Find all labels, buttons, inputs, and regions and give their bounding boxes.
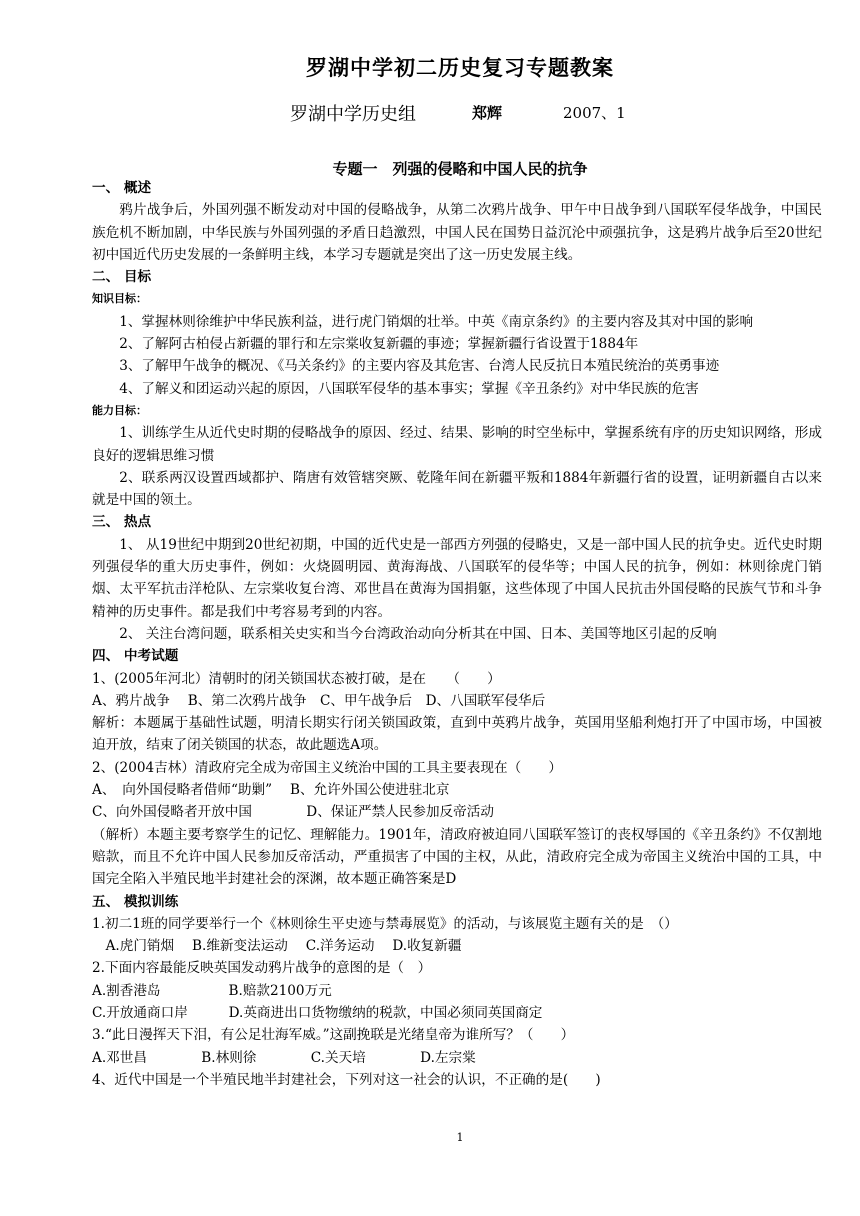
paragraph: 1、(2005年河北）清朝时的闭关锁国状态被打破，是在 （ ） (92, 670, 501, 687)
document-body (92, 177, 822, 1091)
paragraph: 1、掌握林则徐维护中华民族利益，进行虎门销烟的壮举。中英《南京条约》的主要内容及其对中国的影响 (119, 313, 754, 330)
paragraph: 2、联系两汉设置西域都护、隋唐有效管辖突厥、乾隆年间在新疆平叛和1884年新疆行省的设置，证明新疆自古以来就是中国的领土。 (92, 469, 822, 509)
group-name: 罗湖中学历史组 (290, 104, 416, 125)
paragraph: A.邓世昌 B.林则徐 C.关天培 D.左宗棠 (92, 1049, 476, 1066)
paragraph: 解析：本题属于基础性试题，明清长期实行闭关锁国政策，直到中英鸦片战争，英国用坚船利炮打开了中国市场，中国被迫开放，结束了闭关锁国的状态，故此题选A项。 (92, 715, 822, 754)
paragraph: 鸦片战争后，外国列强不断发动对中国的侵略战争，从第二次鸦片战争、甲午中日战争到八国联军侵华战争，中国民族危机不断加剧，中华民族与外国列强的矛盾日趋激烈，中国人民在国势日益沉沦中顽强抗争，这是鸦片战争后至20世纪初中国近代历史发展的一条鲜明主线，本学习专题就是突出了这一历史发展主线。 (92, 202, 822, 263)
document-byline (290, 100, 626, 126)
paragraph: 4、近代中国是一个半殖民地半封建社会，下列对这一社会的认识，不正确的是( ) (92, 1071, 601, 1088)
paragraph: 1、训练学生从近代史时期的侵略战争的原因、经过、结果、影响的时空坐标中，掌握系统有序的历史知识网络，形成良好的逻辑思维习惯 (92, 425, 822, 464)
paragraph: （解析）本题主要考察学生的记忆、理解能力。1901年，清政府被迫同八国联军签订的丧权辱国的《辛丑条约》不仅割地赔款，而且不允许中国人民参加反帝活动，严重损害了中国的主权，从此，清政府完全成为帝国主义统治中国的工具，中国完全陷入半殖民地半封建社会的深渊，故本题正确答案是D (92, 826, 822, 888)
paragraph: 2、 关注台湾问题，联系相关史实和当今台湾政治动向分析其在中国、日本、美国等地区引起的反响 (119, 625, 717, 642)
paragraph: 3、了解甲午战争的概况、《马关条约》的主要内容及其危害、台湾人民反抗日本殖民统治的英勇事迹 (119, 358, 720, 375)
section-heading: 三、 热点 (92, 514, 152, 531)
document-title: 罗湖中学初二历史复习专题教案 (306, 55, 614, 80)
paragraph: 2.下面内容最能反映英国发动鸦片战争的意图的是（ ） (92, 960, 432, 977)
topic-title: 专题一 列强的侵略和中国人民的抗争 (332, 160, 588, 178)
page-number: 1 (456, 1131, 464, 1144)
paragraph: A、鸦片战争 B、第二次鸦片战争 C、甲午战争后 D、八国联军侵华后 (92, 692, 546, 709)
paragraph: 2、了解阿古柏侵占新疆的罪行和左宗棠收复新疆的事迹；掌握新疆行省设置于1884年 (119, 336, 639, 353)
paragraph: A.虎门销烟 B.维新变法运动 C.洋务运动 D.收复新疆 (92, 938, 462, 955)
paragraph: A、 向外国侵略者借师“助剿” B、允许外国公使进驻北京 (92, 782, 450, 799)
paragraph: 3.“此日漫挥天下泪，有公足壮海军威。”这副挽联是光绪皇帝为谁所写？（ ） (92, 1027, 575, 1044)
subsection-heading: 知识目标： (92, 292, 147, 306)
section-heading: 一、 概述 (92, 180, 152, 196)
paragraph: C、向外国侵略者开放中国 D、保证严禁人民参加反帝活动 (92, 804, 494, 821)
subsection-heading: 能力目标： (92, 403, 147, 417)
paragraph: A.割香港岛 B.赔款2100万元 (92, 982, 332, 999)
paragraph: 4、了解义和团运动兴起的原因，八国联军侵华的基本事实；掌握《辛丑条约》对中华民族的危害 (119, 380, 699, 397)
section-heading: 四、 中考试题 (92, 648, 179, 665)
paragraph: 1、 从19世纪中期到20世纪初期，中国的近代史是一部西方列强的侵略史，又是一部中国人民的抗争史。近代史时期列强侵华的重大历史事件，例如：火烧圆明园、黄海海战、八国联军的侵华等；中国人民的抗争，例如：林则徐虎门销烟、太平军抗击洋枪队、左宗棠收复台湾、邓世昌在黄海为国捐躯，这些体现了中国人民抗击外国侵略的民族气节和斗争精神的历史事件。都是我们中考容易考到的内容。 (92, 536, 822, 620)
paragraph: C.开放通商口岸 D.英商进出口货物缴纳的税款，中国必须同英国商定 (92, 1004, 543, 1021)
author-name: 郑辉 (472, 104, 503, 122)
paragraph: 2、(2004吉林）清政府完全成为帝国主义统治中国的工具主要表现在（ ） (92, 759, 562, 776)
paragraph: 1.初二1班的同学要举行一个《林则徐生平史迹与禁毒展览》的活动，与该展览主题有关的是 （） (92, 915, 678, 932)
document-date: 2007、1 (563, 104, 626, 122)
section-heading: 二、 目标 (92, 269, 152, 286)
section-heading: 五、 模拟训练 (92, 893, 179, 910)
